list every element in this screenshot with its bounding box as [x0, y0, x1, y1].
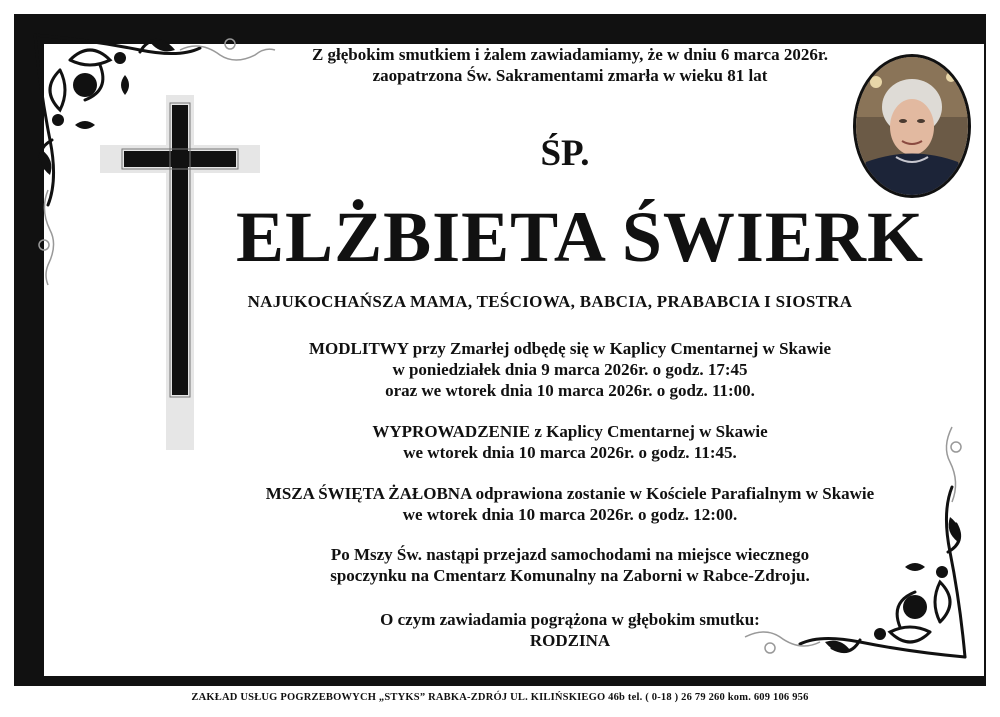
burial-line-2: spoczynku na Cmentarz Komunalny na Zaborni w Rabce-Zdroju. [330, 566, 810, 585]
honorific: ŚP. [540, 133, 590, 174]
prayers-line-1: MODLITWY przy Zmarłej odbędę się w Kaplicy Cmentarnej w Skawie [308, 339, 832, 358]
intro [200, 44, 940, 86]
funeral-home-footer: ZAKŁAD USŁUG POGRZEBOWYCH „STYKS” RABKA-ZDRÓJ UL. KILIŃSKIEGO 46b tel. ( 0-18 ) 26 79 260 kom. 609 106 956 [191, 692, 809, 703]
mass-line-1: MSZA ŚWIĘTA ŻAŁOBNA odprawiona zostanie w Kościele Parafialnym w Skawie [265, 484, 875, 503]
procession-line-2: we wtorek dnia 10 marca 2026r. o godz. 11:45. [403, 443, 737, 462]
prayers-line-2: w poniedziałek dnia 9 marca 2026r. o godz. 17:45 [392, 360, 748, 379]
procession-line-1: WYPROWADZENIE z Kaplicy Cmentarnej w Skawie [372, 422, 768, 441]
prayers-section [200, 338, 940, 401]
mass-section [190, 483, 950, 525]
intro-line-2: zaopatrzona Św. Sakramentami zmarła w wieku 81 lat [372, 66, 768, 85]
deceased-name: ELŻBIETA ŚWIERK [236, 197, 924, 277]
procession-section [200, 421, 940, 463]
burial-section [200, 544, 940, 586]
closing-line-1: O czym zawiadamia pogrążona w głębokim smutku: [380, 610, 760, 629]
prayers-line-3: oraz we wtorek dnia 10 marca 2026r. o godz. 11:00. [385, 381, 755, 400]
intro-line-1: Z głębokim smutkiem i żalem zawiadamiamy, że w dniu 6 marca 2026r. [311, 45, 829, 64]
burial-line-1: Po Mszy Św. nastąpi przejazd samochodami na miejsce wiecznego [330, 545, 810, 564]
closing-section [200, 609, 940, 651]
mass-line-2: we wtorek dnia 10 marca 2026r. o godz. 12:00. [402, 505, 738, 524]
relation-line: NAJUKOCHAŃSZA MAMA, TEŚCIOWA, BABCIA, PRABABCIA I SIOSTRA [247, 292, 853, 311]
closing-signature: RODZINA [529, 631, 611, 650]
